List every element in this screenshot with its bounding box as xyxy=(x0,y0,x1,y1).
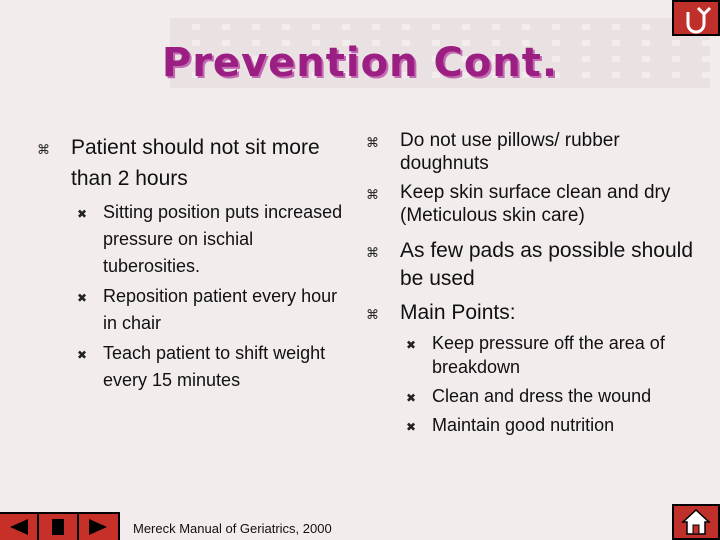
left-subbullet-list xyxy=(77,199,343,394)
subbullet-text: Maintain good nutrition xyxy=(432,415,615,435)
bullet-text: Main Points: xyxy=(400,301,516,324)
bullet-text: Keep skin surface clean and dry (Meticulous skin care) xyxy=(400,182,671,226)
first-slide-icon xyxy=(50,518,66,536)
subbullet-text: Teach patient to shift weight every 15 minutes xyxy=(103,343,326,390)
list-item xyxy=(406,384,692,408)
list-item xyxy=(366,299,700,327)
bullet-text: Patient should not sit more than 2 hours xyxy=(71,136,320,190)
command-symbol-icon: ⌘ xyxy=(366,187,379,202)
list-item xyxy=(366,181,700,227)
x-mark-icon: ✖ xyxy=(406,338,417,352)
list-item xyxy=(406,331,692,379)
left-bullet-list xyxy=(37,132,341,194)
x-mark-icon: ✖ xyxy=(77,291,88,305)
slide-footer: Mereck Manual of Geriatrics, 2000 xyxy=(133,521,332,536)
subbullet-text: Keep pressure off the area of breakdown xyxy=(432,333,665,377)
previous-slide-button[interactable] xyxy=(0,514,39,540)
x-mark-icon: ✖ xyxy=(77,207,88,221)
return-arrow-icon xyxy=(674,2,718,34)
subbullet-text: Reposition patient every hour in chair xyxy=(103,286,338,333)
bullet-text: As few pads as possible should be used xyxy=(400,239,694,290)
list-item xyxy=(406,413,692,437)
slide-title: Prevention Cont. xyxy=(161,40,559,86)
x-mark-icon: ✖ xyxy=(406,391,417,405)
command-symbol-icon: ⌘ xyxy=(366,135,379,150)
return-button[interactable] xyxy=(672,0,720,36)
command-symbol-icon: ⌘ xyxy=(366,307,379,322)
list-item xyxy=(77,340,343,394)
subbullet-text: Clean and dress the wound xyxy=(432,386,652,406)
bullet-text: Do not use pillows/ rubber doughnuts xyxy=(400,130,620,174)
subbullet-text: Sitting position puts increased pressure on ischial tuberosities. xyxy=(103,202,343,276)
list-item xyxy=(77,283,343,337)
list-item xyxy=(366,237,700,293)
right-subbullet-list xyxy=(406,331,692,437)
first-slide-button[interactable] xyxy=(39,514,78,540)
list-item xyxy=(77,199,343,280)
previous-slide-icon xyxy=(8,518,30,536)
command-symbol-icon: ⌘ xyxy=(366,245,379,260)
right-bullet-list xyxy=(366,129,700,327)
next-slide-icon xyxy=(87,518,109,536)
list-item xyxy=(37,132,341,194)
list-item xyxy=(366,129,700,175)
x-mark-icon: ✖ xyxy=(77,348,88,362)
next-slide-button[interactable] xyxy=(79,514,118,540)
slide-navigation xyxy=(0,512,120,540)
x-mark-icon: ✖ xyxy=(406,420,417,434)
home-button[interactable] xyxy=(672,504,720,540)
home-icon xyxy=(681,508,711,536)
command-symbol-icon: ⌘ xyxy=(37,142,50,157)
